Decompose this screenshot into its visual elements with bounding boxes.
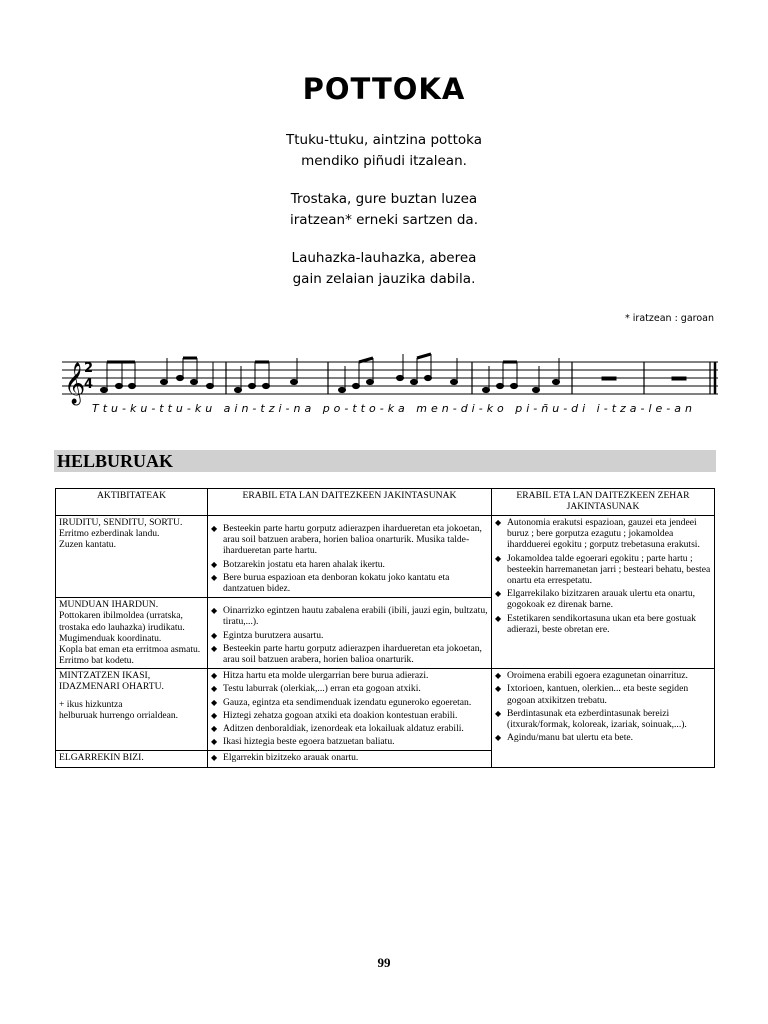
list-item: ◆ Testu laburrak (olerkiak,...) erran eta gogoan atxiki. (211, 683, 488, 694)
list-item: ◆ Hiztegi zehatza gogoan atxiki eta doakion kontestuan erabili. (211, 710, 488, 721)
list-item: ◆ Ikasi hiztegia beste egoera batzuetan baliatu. (211, 736, 488, 747)
objectives-table (55, 488, 715, 768)
poem-stanza (0, 248, 768, 290)
list-item: ◆ Gauza, egintza eta sendimenduak izendatu eguneroko egoeretan. (211, 697, 488, 708)
list-item: ◆ Autonomia erakutsi espazioan, gauzei eta jendeei buruz ; bere gorputza ezagutu ; jokamoldea ihardduerei egokitu ; gorputz trebetasuna erakutsi. (495, 517, 711, 551)
section-heading-bar (54, 450, 716, 472)
svg-text:2: 2 (84, 361, 94, 376)
activity-cell (56, 598, 208, 669)
skills-cell (208, 669, 492, 751)
activity-line: Kopla bat eman eta erritmoa asmatu. (59, 644, 201, 656)
cross-skills-cell (492, 516, 715, 669)
column-header: AKTIBITATEAK (56, 489, 208, 516)
activity-line: Pottokaren ibilmoldea (urratska, trostaka edo lauhazka) irudikatu. (59, 610, 185, 633)
page-number: 99 (377, 955, 391, 970)
poem-stanza (0, 189, 768, 231)
list-item: ◆ Elgarrekilako bizitzaren arauak ulertu eta onartu, gogokoak ez direnak barne. (495, 588, 711, 610)
list-item: ◆ Berdintasunak eta ezberdintasunak bereizi (itxurak/formak, koloreak, izariak, soinuak,...). (495, 708, 711, 730)
poem-line: Lauhazka-lauhazka, aberea (291, 250, 477, 266)
table-header-row (56, 489, 715, 516)
column-header: ERABIL ETA LAN DAITEZKEEN ZEHAR JAKINTASUNAK (492, 489, 715, 516)
list-item: ◆ Ixtorioen, kantuen, olerkien... eta beste segiden gogoan atxikitzen trebatu. (495, 683, 711, 705)
list-item: ◆ Bere burua espazioan eta denboran kokatu joko kantatu eta dantzatuen bidez. (211, 572, 488, 594)
poem-stanza (0, 130, 768, 172)
activity-line: Zuzen kantatu. (59, 539, 117, 551)
list-item: ◆ Agindu/manu bat ulertu eta bete. (495, 732, 711, 743)
activity-title: MUNDUAN IHARDUN. (59, 599, 159, 611)
poem-line: Trostaka, gure buztan luzea (290, 191, 478, 207)
notes (101, 354, 687, 393)
skills-cell (208, 598, 492, 669)
activity-line: helburuak hurrengo orrialdean. (59, 709, 179, 721)
list-item: ◆ Botzarekin jostatu eta haren ahalak ikertu. (211, 559, 488, 570)
table-row (56, 516, 715, 598)
activity-title: MINTZATZEN IKASI, IDAZMENARI OHARTU. (59, 670, 164, 693)
activity-line: Erritmo bat kodetu. (59, 655, 134, 667)
poem-line: gain zelaian jauzika dabila. (292, 271, 476, 287)
activity-cell (56, 669, 208, 751)
poem (0, 130, 768, 307)
list-item: ◆ Egintza burutzera ausartu. (211, 630, 488, 641)
section-heading: HELBURUAK (57, 451, 174, 471)
score-lyrics: Ttu-ku-ttu-ku ain-tzi-na po-tto-ka men-di-ko pi-ñu-di i-tza-le-an (92, 402, 692, 415)
list-item: ◆ Oinarrizko egintzen hautu zabalena erabili (ibili, jauzi egin, bultzatu, tiratu,...). (211, 605, 488, 627)
poem-line: iratzean* erneki sartzen da. (290, 212, 478, 228)
time-signature (84, 361, 93, 392)
staff-lines (62, 362, 718, 394)
list-item: ◆ Elgarrekin bizitzeko arauak onartu. (211, 752, 488, 763)
activity-cell (56, 751, 208, 767)
table-row (56, 669, 715, 751)
page-title: POTTOKA (302, 72, 466, 106)
column-header: ERABIL ETA LAN DAITEZKEEN JAKINTASUNAK (208, 489, 492, 516)
activity-title: ELGARREKIN BIZI. (59, 752, 144, 764)
list-item: ◆ Aditzen denboraldiak, izenordeak eta lokailuak aldatuz erabili. (211, 723, 488, 734)
skills-cell (208, 516, 492, 598)
treble-clef-icon: 𝄞 (64, 363, 86, 404)
list-item: ◆ Hitza hartu eta molde ulergarrian bere burua adierazi. (211, 670, 488, 681)
list-item: ◆ Jokamoldea talde egoerari egokitu ; parte hartu ; besteekin harremanetan jarri ; besteari behatu, bestea onartu eta errespetatu. (495, 553, 711, 587)
cross-skills-cell (492, 669, 715, 767)
list-item: ◆ Besteekin parte hartu gorputz adierazpen ihardueretan eta jokoetan, arau soil batzuen arabera, horien balioa onarturik. (211, 643, 488, 665)
activity-line: + ikus hizkuntza (59, 698, 123, 710)
activity-cell (56, 516, 208, 598)
svg-text:4: 4 (84, 377, 94, 392)
list-item: ◆ Oroimena erabili egoera ezagunetan oinarrituz. (495, 670, 711, 681)
activity-line: Mugimenduak koordinatu. (59, 632, 162, 644)
poem-line: Ttuku-ttuku, aintzina pottoka (286, 132, 482, 148)
list-item: ◆ Besteekin parte hartu gorputz adierazpen ihardueretan eta jokoetan, arau soil batzuen arabera, horien balioa onarturik. Musika talde-ihardueretan parte hartu. (211, 523, 488, 557)
activity-title: IRUDITU, SENDITU, SORTU. (59, 517, 183, 528)
music-score (62, 340, 718, 435)
list-item: ◆ Estetikaren sendikortasuna ukan eta bere gostuak adierazi, beste obretan ere. (495, 613, 711, 635)
poem-line: mendiko piñudi itzalean. (301, 153, 467, 169)
activity-line: Erritmo ezberdinak landu. (59, 528, 160, 540)
skills-cell (208, 751, 492, 767)
footnote: * iratzean : garoan (625, 313, 714, 324)
